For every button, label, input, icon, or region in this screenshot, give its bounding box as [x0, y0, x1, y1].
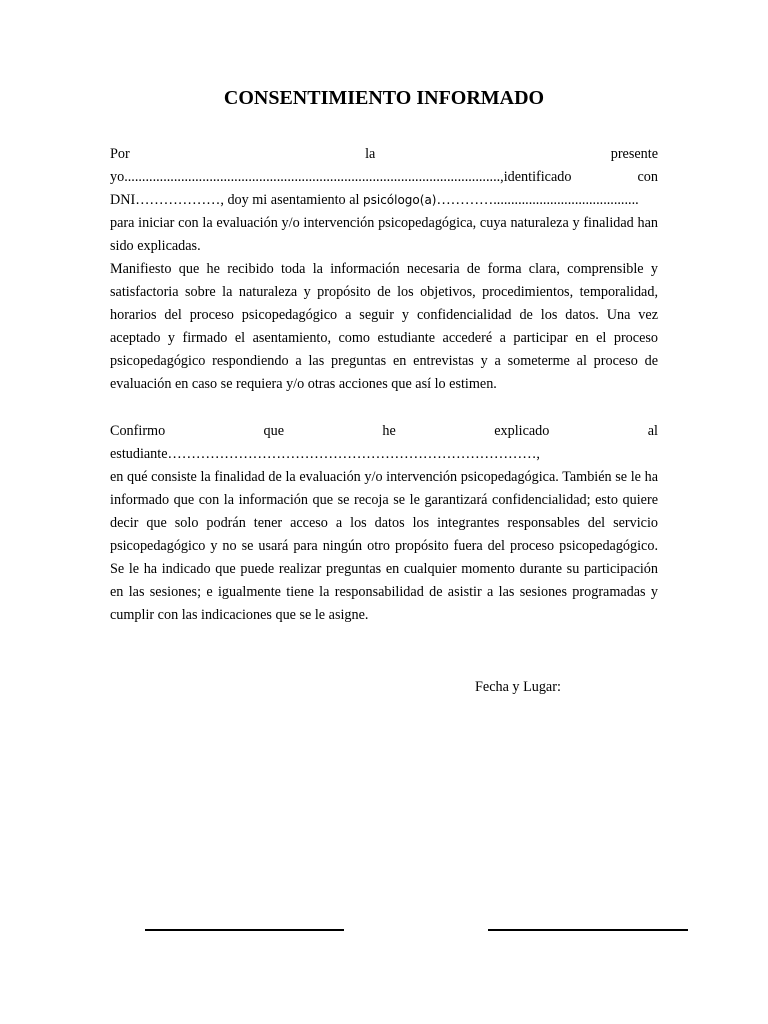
dni-blank: ……………… [135, 192, 221, 208]
line-confirmo [110, 420, 658, 443]
psicologo-label: psicólogo(a) [362, 193, 437, 207]
word: la [365, 146, 376, 162]
document-title: CONSENTIMIENTO INFORMADO [223, 87, 545, 109]
line-yo-identificado [110, 166, 658, 189]
word: presente [610, 146, 658, 162]
paragraph-confirmation [110, 420, 658, 627]
paragraph-consent [110, 143, 658, 396]
word: Confirmo [110, 423, 166, 439]
word: con [637, 169, 658, 185]
text-para-iniciar: para iniciar con la evaluación y/o intervención psicopedagógica, cuya naturaleza y finalidad han sido explicadas. [110, 215, 658, 254]
dni-label: DNI [110, 192, 136, 208]
line-dni [110, 189, 658, 212]
line-estudiante: estudiante……………………………………………………………………, [110, 446, 540, 462]
word: que [263, 423, 285, 439]
word: Por [110, 146, 130, 162]
signature-line-left [145, 929, 344, 931]
psicologo-blank-dots: ......................................... [493, 192, 639, 208]
psicologo-blank: ………… [436, 192, 494, 208]
word: al [647, 423, 658, 439]
text-confirmation-body: en qué consiste la finalidad de la evaluación y/o intervención psicopedagógica. También se le ha informado que con la información que se recoja se le garantizará confidencialidad; esto quiere decir que solo podrán tener acceso a los datos los integrantes responsables del servicio psicopedagógico y no se usará para ningún otro propósito fuera del proceso psicopedagógico. Se le ha indicado que puede realizar preguntas en cualquier momento durante su participación en las sesiones; e igualmente tiene la responsabilidad de asistir a las sesiones programadas y cumplir con las indicaciones que se le asigne. [110, 469, 658, 623]
word: he [382, 423, 396, 439]
text-manifiesto: Manifiesto que he recibido toda la información necesaria de forma clara, comprensible y satisfactoria sobre la naturaleza y propósito de los objetivos, procedimientos, temporalidad, horarios del proceso psicopedagógico a seguir y confidencialidad de los datos. Una vez aceptado y firmado el asentamiento, como estudiante accederé a participar en el proceso psicopedagógico respondiendo a las preguntas en entrevistas y a someterme al proceso de evaluación en caso se requiera y/o otras acciones que así lo estimen. [110, 261, 658, 392]
date-place-label: Fecha y Lugar: [475, 679, 561, 695]
word: explicado [494, 423, 550, 439]
line-por-la-presente [110, 143, 658, 166]
name-blank: yo..........................................................................................................,identificado [110, 169, 572, 185]
asentamiento-text: , doy mi asentamiento al [220, 192, 363, 208]
signature-line-right [488, 929, 688, 931]
